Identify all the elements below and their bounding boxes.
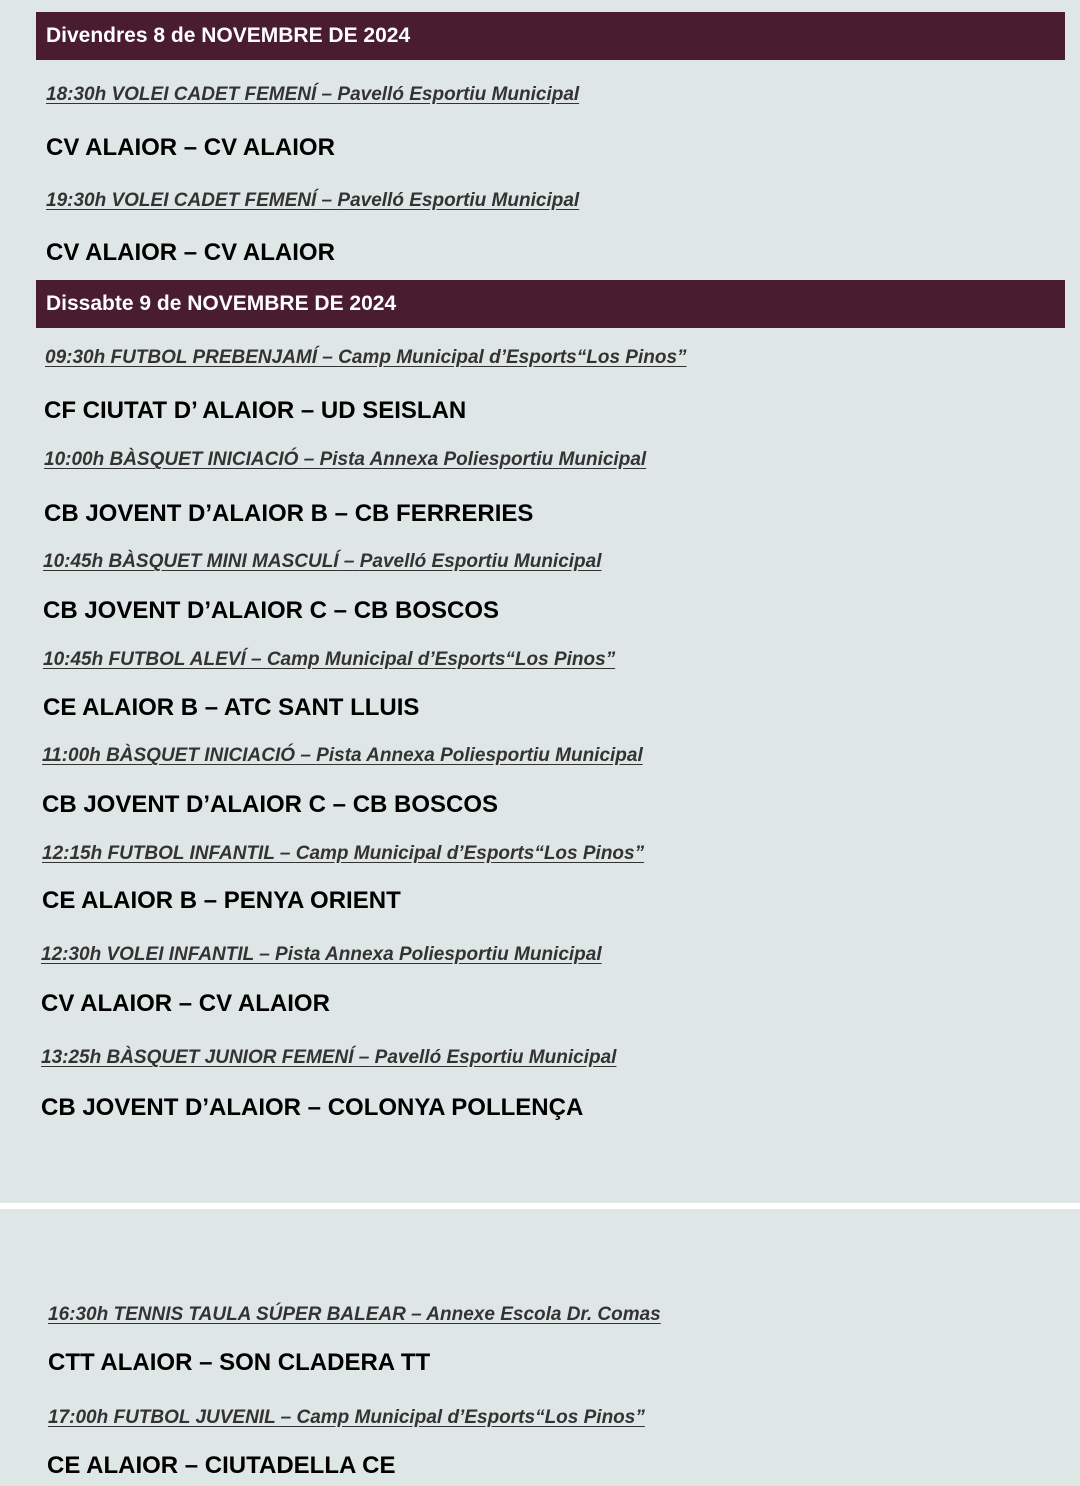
separator: – — [245, 649, 267, 670]
separator: – — [275, 1407, 297, 1428]
event-venue: Pavelló Esportiu Municipal — [374, 1047, 617, 1068]
event-venue: Pista Annexa Poliesportiu Municipal — [316, 745, 643, 766]
match-teams: CV ALAIOR – CV ALAIOR — [46, 239, 335, 266]
separator: – — [317, 347, 339, 368]
separator: – — [300, 745, 317, 766]
match-teams: CF CIUTAT D’ ALAIOR – UD SEISLAN — [44, 397, 467, 424]
event-time-sport: 19:30h VOLEI CADET FEMENÍ — [46, 190, 317, 211]
event-heading — [48, 1304, 661, 1326]
event-time-sport: 10:45h FUTBOL ALEVÍ — [43, 649, 246, 670]
event-venue: Pista Annexa Poliesportiu Municipal — [275, 944, 602, 965]
event-venue: Camp Municipal d’Esports“Los Pinos” — [266, 649, 616, 670]
day-header-friday: Divendres 8 de NOVEMBRE DE 2024 — [36, 12, 1065, 60]
event-heading — [42, 745, 643, 767]
event-heading — [41, 944, 602, 966]
event-time-sport: 18:30h VOLEI CADET FEMENÍ — [46, 84, 317, 105]
separator: – — [316, 190, 338, 211]
event-time-sport: 12:15h FUTBOL INFANTIL — [42, 843, 275, 864]
event-time-sport: 10:45h BÀSQUET MINI MASCULÍ — [43, 551, 344, 572]
match-teams: CB JOVENT D’ALAIOR C – CB BOSCOS — [43, 597, 500, 624]
match-teams: CE ALAIOR – CIUTADELLA CE — [47, 1452, 396, 1479]
event-venue: Pavelló Esportiu Municipal — [359, 551, 602, 572]
event-heading — [42, 843, 644, 865]
separator: – — [253, 944, 276, 965]
schedule-page-2 — [0, 1209, 1080, 1486]
event-time-sport: 17:00h FUTBOL JUVENIL — [48, 1407, 276, 1428]
event-venue: Pista Annexa Poliesportiu Municipal — [319, 449, 647, 470]
day-header-saturday: Dissabte 9 de NOVEMBRE DE 2024 — [36, 280, 1065, 328]
event-time-sport: 16:30h TENNIS TAULA SÚPER BALEAR — [48, 1304, 406, 1325]
match-teams: CB JOVENT D’ALAIOR – COLONYA POLLENÇA — [41, 1094, 584, 1121]
event-heading — [46, 190, 579, 212]
event-heading — [43, 551, 602, 573]
event-heading — [43, 649, 615, 671]
event-heading — [46, 84, 579, 106]
event-venue: Camp Municipal d’Esports“Los Pinos” — [338, 347, 687, 368]
event-heading — [48, 1407, 645, 1429]
separator: – — [343, 551, 360, 572]
match-teams: CV ALAIOR – CV ALAIOR — [41, 990, 330, 1017]
event-time-sport: 12:30h VOLEI INFANTIL — [41, 944, 254, 965]
match-teams: CTT ALAIOR – SON CLADERA TT — [48, 1349, 431, 1376]
event-venue: Camp Municipal d’Esports“Los Pinos” — [296, 1407, 645, 1428]
match-teams: CE ALAIOR B – PENYA ORIENT — [42, 887, 401, 914]
event-venue: Annexe Escola Dr. Comas — [426, 1304, 661, 1325]
separator: – — [316, 84, 338, 105]
event-heading — [45, 347, 687, 369]
match-teams: CV ALAIOR – CV ALAIOR — [46, 134, 335, 161]
event-venue: Camp Municipal d’Esports“Los Pinos” — [295, 843, 645, 864]
match-teams: CB JOVENT D’ALAIOR B – CB FERRERIES — [44, 500, 534, 527]
event-heading — [41, 1047, 616, 1069]
separator: – — [358, 1047, 375, 1068]
event-heading — [44, 449, 646, 471]
match-teams: CB JOVENT D’ALAIOR C – CB BOSCOS — [42, 791, 499, 818]
event-time-sport: 13:25h BÀSQUET JUNIOR FEMENÍ — [41, 1047, 359, 1068]
event-time-sport: 09:30h FUTBOL PREBENJAMÍ — [45, 347, 318, 368]
separator: – — [405, 1304, 427, 1325]
event-time-sport: 10:00h BÀSQUET INICIACIÓ — [44, 449, 304, 470]
event-time-sport: 11:00h BÀSQUET INICIACIÓ — [42, 745, 301, 766]
separator: – — [303, 449, 320, 470]
match-teams: CE ALAIOR B – ATC SANT LLUIS — [43, 694, 420, 721]
event-venue: Pavelló Esportiu Municipal — [337, 190, 580, 211]
separator: – — [274, 843, 296, 864]
event-venue: Pavelló Esportiu Municipal — [337, 84, 580, 105]
